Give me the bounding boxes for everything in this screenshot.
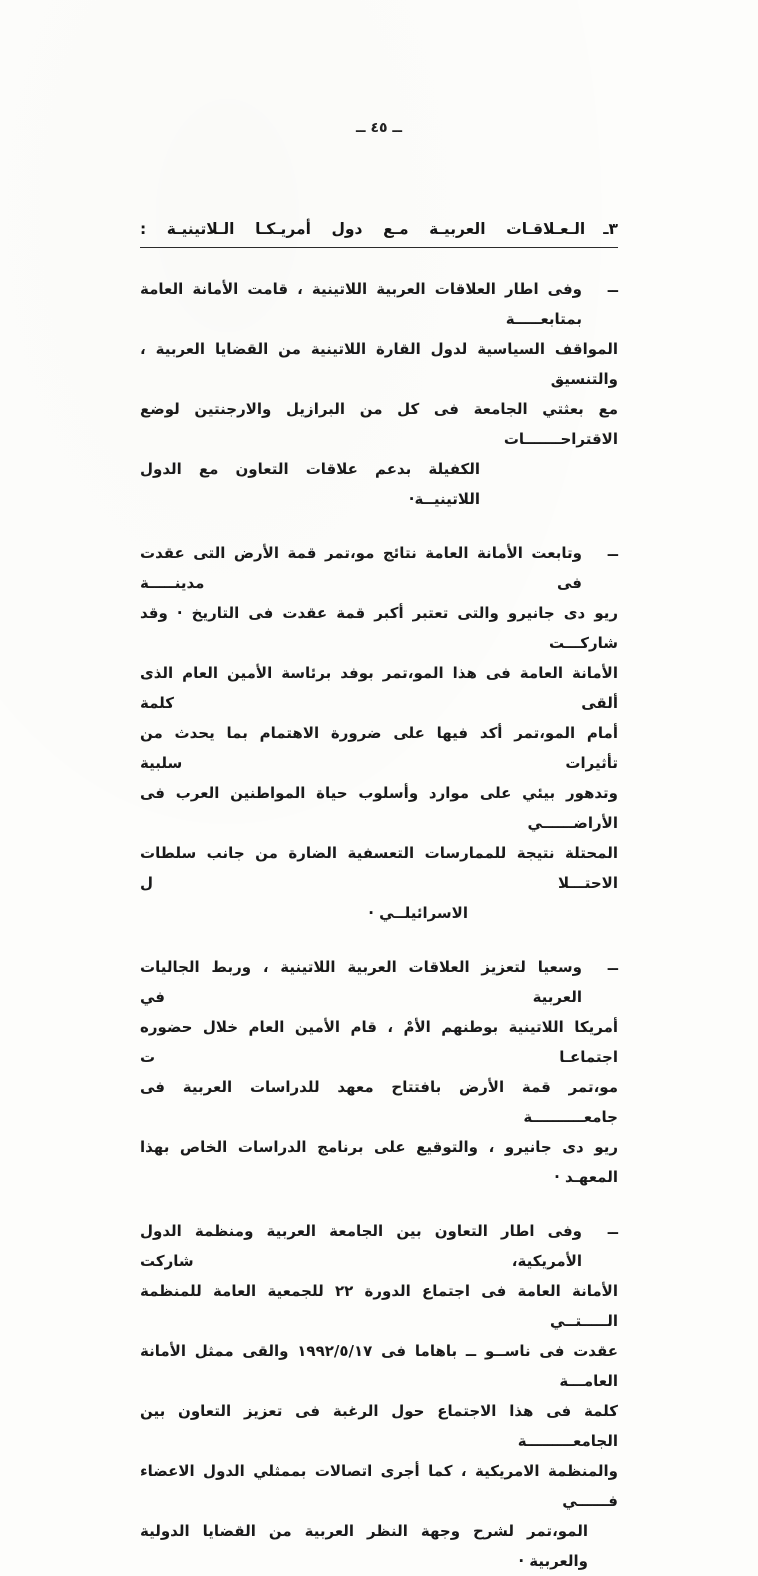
paragraph (140, 538, 618, 928)
section-title: الـعـلاقـات العربيـة مـع دول أمريـكـا الـلاتينيـة : (140, 220, 586, 238)
paragraphs (140, 274, 618, 1576)
paragraph (140, 274, 618, 514)
text-line: عقدت فى ناســو ــ باهاما فى ١٩٩٢/٥/١٧ والقى ممثل الأمانة العامـــة (140, 1342, 618, 1390)
paragraph (140, 952, 618, 1192)
section-heading (140, 220, 618, 248)
text-line: الكفيلة بدعم علاقات التعاون مع الدول اللاتينيــة· (140, 460, 480, 508)
text-line: مو،تمر قمة الأرض بافتتاح معهد للدراسات العربية فى جامعــــــــــة (140, 1078, 618, 1126)
text-line: وفى اطار العلاقات العربية اللاتينية ، قامت الأمانة العامة بمتابعـــــة (140, 280, 582, 328)
text-line: ريو دى جانيرو ، والتوقيع على برنامج الدراسات الخاص بهذا المعهـد · (140, 1138, 618, 1186)
text-line: الاسرائيلــي · (368, 904, 468, 922)
text-line: أمريكا اللاتينية بوطنهم الأمْ ، قام الأمين العام خلال حضوره اجتماعـا ت (140, 1018, 618, 1066)
text-line: وتابعت الأمانة العامة نتائج مو،تمر قمة الأرض التى عقدت فى مدينـــــة (140, 544, 582, 592)
paragraph-dash-marker: ــ (607, 956, 618, 974)
paragraph-dash-marker: ــ (607, 542, 618, 560)
text-line: المحتلة نتيجة للممارسات التعسفية الضارة من جانب سلطات الاحتـــلا ل (140, 844, 618, 892)
text-line: المو،تمر لشرح وجهة النظر العربية من القضايا الدولية والعربية · (140, 1522, 588, 1570)
text-line: الأمانة العامة فى اجتماع الدورة ٢٢ للجمعية العامة للمنظمة الـــــتــي (140, 1282, 618, 1330)
text-line: كلمة فى هذا الاجتماع حول الرغبة فى تعزيز التعاون بين الجامعـــــــــة (140, 1402, 618, 1450)
section-number: ٣ـ (603, 220, 618, 238)
paragraph (140, 1216, 618, 1576)
text-line: وسعيا لتعزيز العلاقات العربية اللاتينية ، وربط الجاليات العربية في (140, 958, 582, 1006)
text-line: أمام المو،تمر أكد فيها على ضرورة الاهتمام بما يحدث من تأثيرات سلبية (140, 724, 618, 772)
paragraph-dash-marker: ــ (607, 278, 618, 296)
text-line: ريو دى جانيرو والتى تعتبر أكبر قمة عقدت فى التاريخ · وقد شاركـــت (140, 604, 618, 652)
text-line: الأمانة العامة فى هذا المو،تمر بوفد برئاسة الأمين العام الذى ألقى كلمة (140, 664, 618, 712)
text-line: المواقف السياسية لدول القارة اللاتينية من القضايا العربية ، والتنسيق (140, 340, 618, 388)
text-line: والمنظمة الامريكية ، كما أجرى اتصالات بممثلي الدول الاعضاء فــــــي (140, 1462, 618, 1510)
text-line: وفى اطار التعاون بين الجامعة العربية ومنظمة الدول الأمريكية، شاركت (140, 1222, 582, 1270)
text-line: وتدهور بيئي على موارد وأسلوب حياة المواطنين العرب فى الأراضــــــي (140, 784, 618, 832)
paragraph-dash-marker: ــ (607, 1220, 618, 1238)
text-line: مع بعثتي الجامعة فى كل من البرازيل والارجنتين لوضع الاقتراحـــــــات (140, 400, 618, 448)
page-number: ــ ٤٥ ــ (356, 120, 402, 136)
